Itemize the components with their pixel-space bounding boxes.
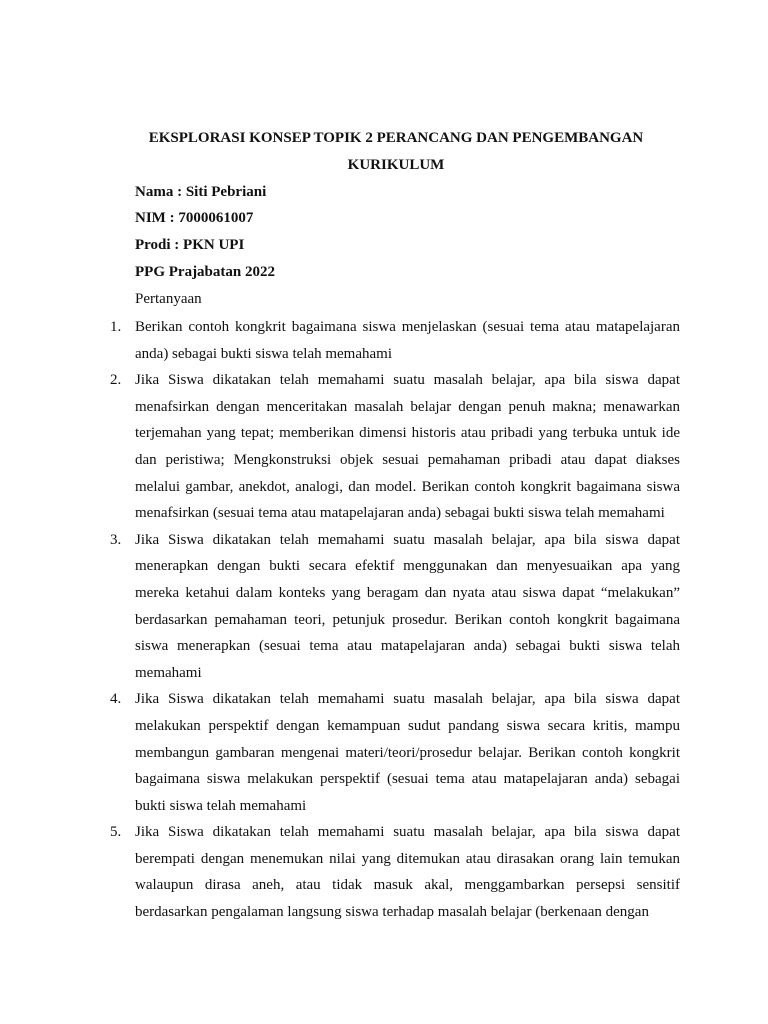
question-text: Jika Siswa dikatakan telah memahami suatu masalah belajar, apa bila siswa dapat menerapkan dengan bukti secara efektif menggunakan dan menyesuaikan apa yang mereka ketahui dalam konteks yang beragam dan nyata atau siswa dapat “melakukan” berdasarkan pemahaman teori, petunjuk prosedur. Berikan contoh kongkrit bagaimana siswa menerapkan (sesuai tema atau matapelajaran anda) sebagai bukti siswa telah memahami bbox=[135, 531, 680, 681]
student-name: Nama : Siti Pebriani bbox=[135, 184, 267, 200]
document-title-line-1: EKSPLORASI KONSEP TOPIK 2 PERANCANG DAN PENGEMBANGAN bbox=[148, 130, 644, 146]
question-list bbox=[110, 314, 680, 926]
student-prodi: Prodi : PKN UPI bbox=[135, 237, 245, 253]
section-label-pertanyaan: Pertanyaan bbox=[135, 291, 202, 307]
document-title-line-2: KURIKULUM bbox=[347, 157, 445, 173]
question-number: 3. bbox=[110, 531, 122, 548]
question-text: Jika Siswa dikatakan telah memahami suatu masalah belajar, apa bila siswa dapat melakukan perspektif dengan kemampuan sudut pandang siswa secara kritis, mampu membangun gambaran mengenai materi/teori/prosedur belajar. Berikan contoh kongkrit bagaimana siswa melakukan perspektif (sesuai tema atau matapelajaran anda) sebagai bukti siswa telah memahami bbox=[135, 691, 680, 814]
question-number: 1. bbox=[110, 319, 122, 335]
question-text: Jika Siswa dikatakan telah memahami suatu masalah belajar, apa bila siswa dapat berempati dengan menemukan nilai yang ditemukan atau dirasakan orang lain temukan walaupun dirasa aneh, atau tidak masuk akal, menggambarkan persepsi sensitif berdasarkan pengalaman langsung siswa terhadap masalah belajar (berkenaan dengan bbox=[135, 824, 680, 921]
question-number: 5. bbox=[110, 824, 122, 841]
question-item-2 bbox=[110, 367, 680, 527]
program-label: PPG Prajabatan 2022 bbox=[135, 264, 275, 280]
question-text: Berikan contoh kongkrit bagaimana siswa menjelaskan (sesuai tema atau matapelajaran anda) sebagai bukti siswa telah memahami bbox=[135, 319, 680, 362]
student-nim: NIM : 7000061007 bbox=[135, 210, 254, 226]
question-text: Jika Siswa dikatakan telah memahami suatu masalah belajar, apa bila siswa dapat menafsirkan dengan menceritakan masalah belajar dengan penuh makna; menawarkan terjemahan yang tepat; memberikan dimensi historis atau pribadi yang terbuka untuk ide dan peristiwa; Mengkonstruksi objek sesuai pemahaman pribadi atau dapat diakses melalui gambar, anekdot, analogi, dan model. Berikan contoh kongkrit bagaimana siswa menafsirkan (sesuai tema atau matapelajaran anda) sebagai bukti siswa telah memahami bbox=[135, 372, 680, 522]
question-item-4 bbox=[110, 686, 680, 819]
question-item-5 bbox=[110, 819, 680, 925]
question-item-3 bbox=[110, 527, 680, 687]
question-item-1 bbox=[110, 314, 680, 367]
question-number: 2. bbox=[110, 372, 122, 389]
question-number: 4. bbox=[110, 691, 122, 708]
